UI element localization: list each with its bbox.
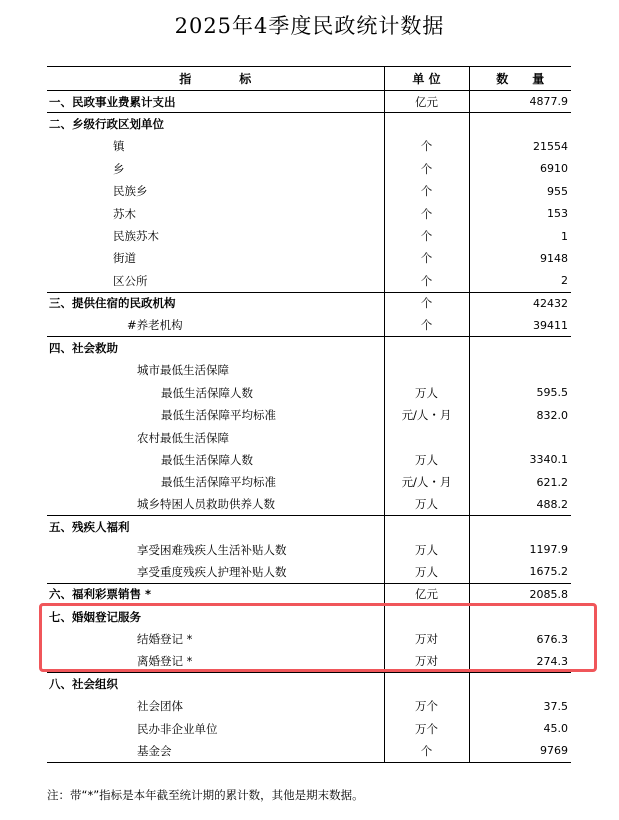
- row-value: 832.0: [469, 404, 571, 426]
- row-unit: 个: [384, 270, 469, 292]
- row-label: 四、社会救助: [47, 337, 384, 359]
- row-unit: 万人: [384, 561, 469, 583]
- table-row: [47, 740, 571, 762]
- row-label: 七、婚姻登记服务: [47, 605, 384, 627]
- row-value: 9148: [469, 247, 571, 269]
- row-unit: 个: [384, 158, 469, 180]
- row-label: 最低生活保障人数: [161, 385, 253, 400]
- row-unit: 万人: [384, 382, 469, 404]
- row-unit: 个: [384, 225, 469, 247]
- row-value: [469, 359, 571, 381]
- row-unit: 万对: [384, 628, 469, 650]
- row-label: 区公所: [113, 273, 148, 288]
- row-unit: 元/人・月: [384, 471, 469, 493]
- row-label: 八、社会组织: [47, 673, 384, 695]
- row-unit: 万个: [384, 717, 469, 739]
- row-label: 苏木: [113, 206, 136, 221]
- table-row: [47, 471, 571, 493]
- row-value: 4877.9: [469, 91, 571, 113]
- row-unit: 万对: [384, 650, 469, 672]
- table-row: [47, 494, 571, 516]
- row-unit: 个: [384, 247, 469, 269]
- row-label: 结婚登记 *: [137, 632, 193, 647]
- header-unit: 单 位: [384, 67, 469, 91]
- row-label: 民族乡: [113, 184, 148, 199]
- table-row: [47, 561, 571, 583]
- table-row: [47, 158, 571, 180]
- table-row: [47, 426, 571, 448]
- row-value: 621.2: [469, 471, 571, 493]
- row-label: 街道: [113, 251, 136, 266]
- row-value: 955: [469, 180, 571, 202]
- section-row: [47, 292, 571, 314]
- footnote: 注：带“*”指标是本年截至统计期的累计数，其他是期末数据。: [47, 788, 364, 802]
- table-row: [47, 180, 571, 202]
- table-row: [47, 135, 571, 157]
- row-label: 三、提供住宿的民政机构: [47, 292, 384, 314]
- header-indicator: 指 标: [47, 67, 384, 91]
- row-label: #养老机构: [127, 318, 183, 333]
- row-label: 最低生活保障人数: [161, 452, 253, 467]
- row-unit: 个: [384, 202, 469, 224]
- row-label: 最低生活保障平均标准: [161, 475, 276, 490]
- row-label: 城市最低生活保障: [137, 363, 229, 378]
- table-row: [47, 717, 571, 739]
- row-unit: 个: [384, 180, 469, 202]
- table-row: [47, 538, 571, 560]
- row-value: 2: [469, 270, 571, 292]
- row-unit: [384, 426, 469, 448]
- header-quantity: 数 量: [469, 67, 571, 91]
- row-unit: 万人: [384, 494, 469, 516]
- row-value: 21554: [469, 135, 571, 157]
- row-unit: 个: [384, 292, 469, 314]
- section-row: [47, 113, 571, 135]
- section-row: [47, 516, 571, 538]
- row-value: 42432: [469, 292, 571, 314]
- row-value: 9769: [469, 740, 571, 762]
- row-unit: 个: [384, 135, 469, 157]
- row-value: 1675.2: [469, 561, 571, 583]
- row-unit: 万人: [384, 449, 469, 471]
- row-label: 农村最低生活保障: [137, 430, 229, 445]
- row-label: 享受重度残疾人护理补贴人数: [137, 564, 287, 579]
- table-row: [47, 247, 571, 269]
- table-row: [47, 314, 571, 336]
- table-row: [47, 404, 571, 426]
- row-value: [469, 113, 571, 135]
- row-label: 民办非企业单位: [137, 721, 218, 736]
- row-label: 乡: [113, 161, 125, 176]
- row-label: 享受困难残疾人生活补贴人数: [137, 542, 287, 557]
- table-row: [47, 695, 571, 717]
- row-value: 1197.9: [469, 538, 571, 560]
- row-unit: [384, 516, 469, 538]
- table-row: [47, 225, 571, 247]
- row-value: 488.2: [469, 494, 571, 516]
- row-value: 6910: [469, 158, 571, 180]
- row-label: 离婚登记 *: [137, 654, 193, 669]
- row-unit: [384, 359, 469, 381]
- row-value: 595.5: [469, 382, 571, 404]
- row-value: [469, 516, 571, 538]
- row-value: [469, 426, 571, 448]
- table-row: [47, 449, 571, 471]
- table-row: [47, 359, 571, 381]
- row-unit: [384, 113, 469, 135]
- row-value: 39411: [469, 314, 571, 336]
- row-value: 2085.8: [469, 583, 571, 605]
- row-value: 45.0: [469, 717, 571, 739]
- row-label: 最低生活保障平均标准: [161, 408, 276, 423]
- table-row: [47, 382, 571, 404]
- row-value: [469, 673, 571, 695]
- row-label: 基金会: [47, 740, 384, 762]
- page-title: 2025年4季度民政统计数据: [174, 14, 445, 38]
- row-unit: 亿元: [384, 91, 469, 113]
- row-label: 镇: [113, 139, 125, 154]
- table-header-row: [47, 67, 571, 91]
- row-unit: 亿元: [384, 583, 469, 605]
- row-value: 274.3: [469, 650, 571, 672]
- row-unit: 个: [384, 740, 469, 762]
- table-row: [47, 270, 571, 292]
- row-value: 676.3: [469, 628, 571, 650]
- row-value: [469, 337, 571, 359]
- highlight-box: [39, 603, 597, 672]
- table-row: [47, 202, 571, 224]
- row-label: 二、乡级行政区划单位: [47, 113, 384, 135]
- row-label: 民族苏木: [113, 229, 159, 244]
- row-value: 153: [469, 202, 571, 224]
- row-unit: [384, 337, 469, 359]
- row-value: 37.5: [469, 695, 571, 717]
- section-row: [47, 91, 571, 113]
- row-value: 3340.1: [469, 449, 571, 471]
- row-unit: 万人: [384, 538, 469, 560]
- row-label: 六、福利彩票销售 *: [47, 583, 384, 605]
- row-unit: 元/人・月: [384, 404, 469, 426]
- row-value: 1: [469, 225, 571, 247]
- section-row: [47, 673, 571, 695]
- section-row: [47, 337, 571, 359]
- row-label: 社会团体: [137, 699, 183, 714]
- row-unit: 个: [384, 314, 469, 336]
- row-label: 城乡特困人员救助供养人数: [137, 497, 275, 512]
- row-unit: 万个: [384, 695, 469, 717]
- row-label: 五、残疾人福利: [47, 516, 384, 538]
- row-label: 一、民政事业费累计支出: [47, 91, 384, 113]
- row-unit: [384, 673, 469, 695]
